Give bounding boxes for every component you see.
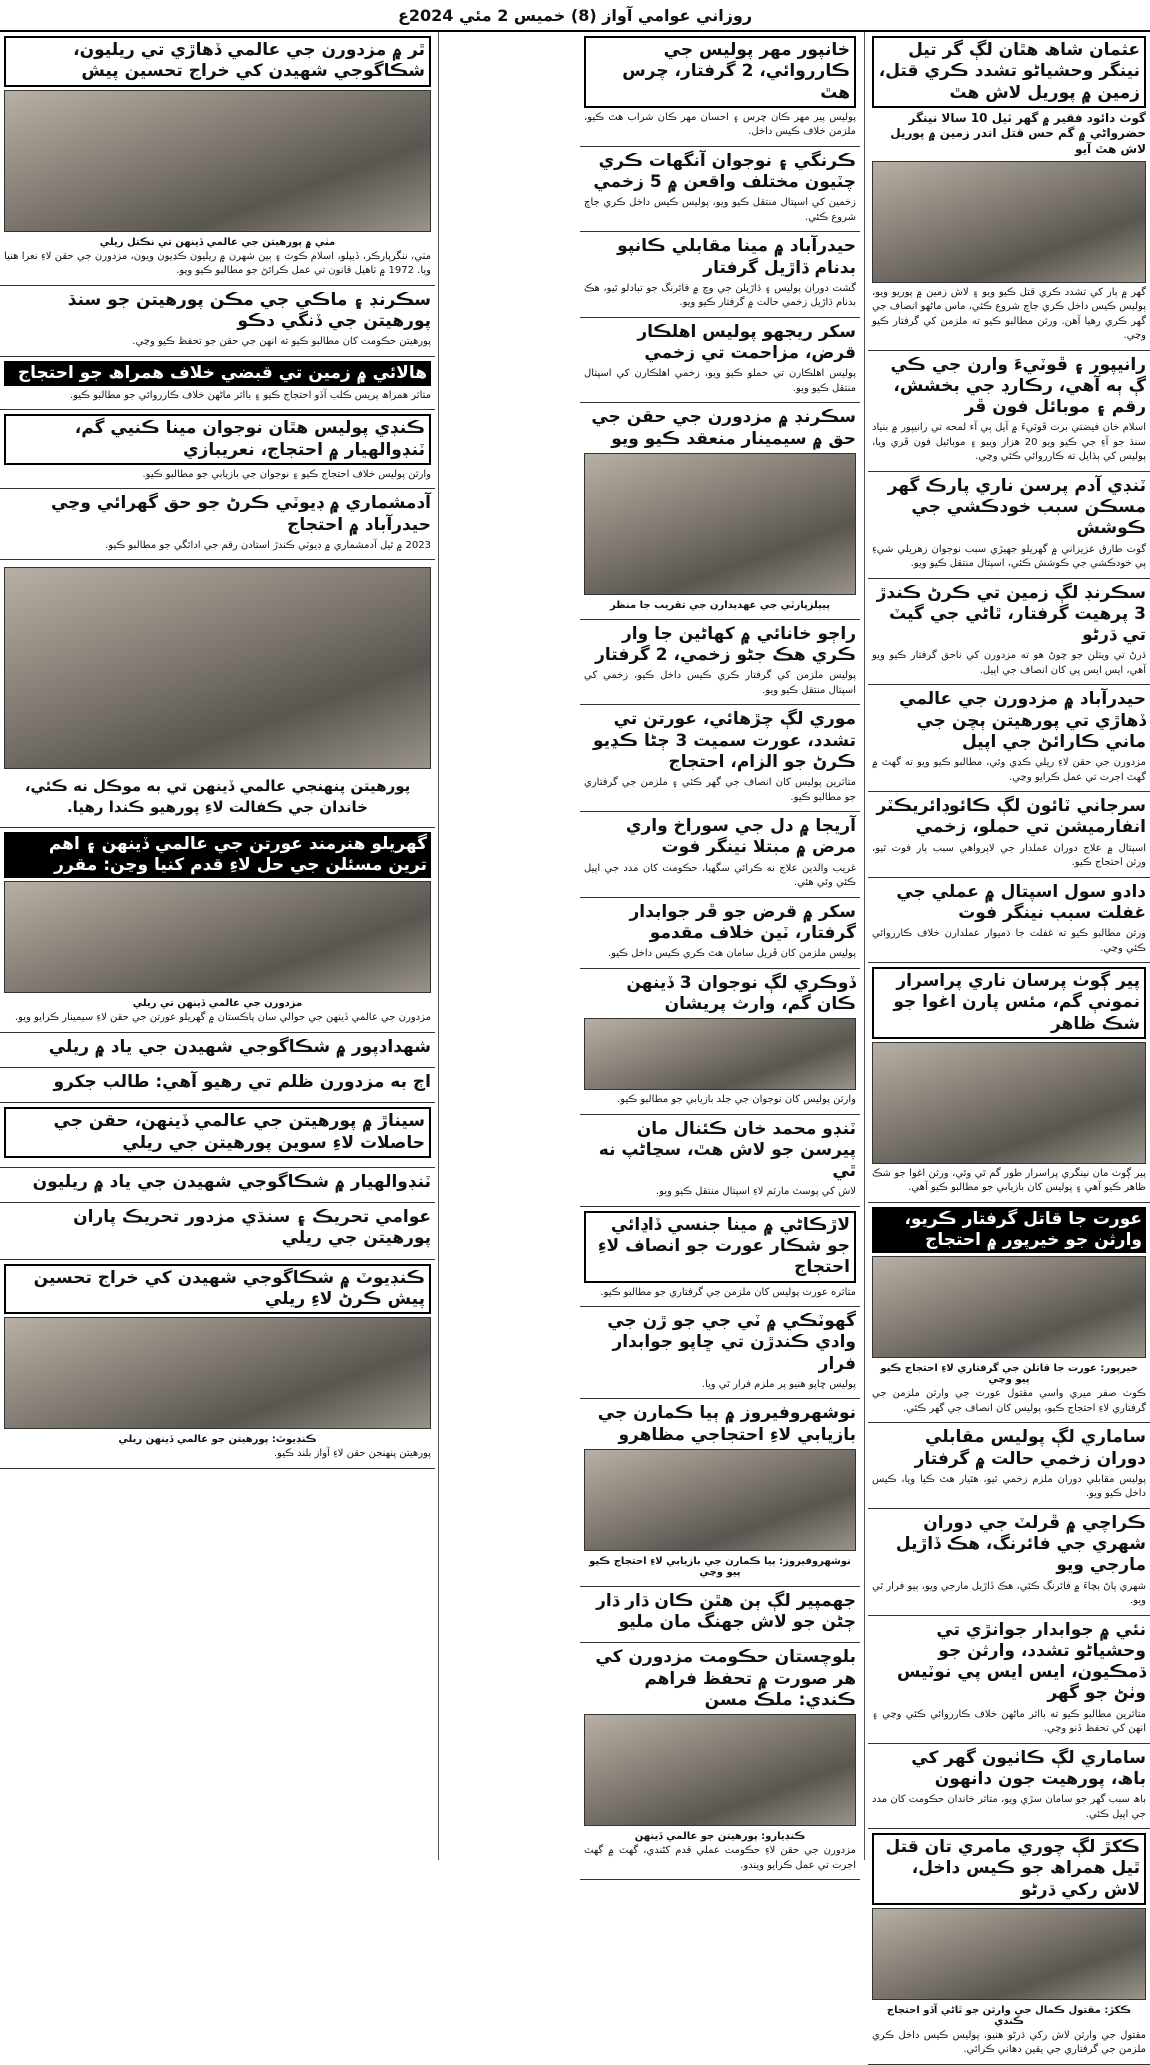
news-article — [580, 969, 860, 1115]
news-photo — [4, 90, 431, 232]
column-left — [0, 32, 435, 1860]
article-headline: رانيپور ۽ ڦوٽيءَ وارن جي ڪي ڳ ٻه آهي، رڪارڊ جي بخشش، رقم ۽ موبائل فون ڦر — [890, 354, 1146, 418]
article-headline: سکر ريجهو پوليس اهلڪار قرض، مزاحمت تي زخمي — [637, 321, 856, 363]
article-headline: عوامي تحريڪ ۽ سنڌي مزدور تحريڪ پاران پورهيتن جي ريلي — [73, 1207, 431, 1249]
photo-caption: نوشهروفيروز: ٻيا ڪمارن جي بازيابي لاءِ احتجاج ڪيو پيو وڃي — [589, 1555, 851, 1578]
article-headline: راڄو خانائي ۾ کهاڻين جا وار ڪري هڪ جڻو زخمي، 2 گرفتار — [595, 623, 856, 665]
photo-placeholder — [5, 882, 430, 992]
article-body: پوليس مقابلي دوران ملزم زخمي ٿيو، هٿيار هٿ ڪيا ويا، ڪيس داخل ڪيو ويو. — [872, 1473, 1146, 1500]
article-body: زخمين کي اسپتال منتقل ڪيو ويو، پوليس ڪيس داخل ڪري جاچ شروع ڪئي. — [584, 197, 856, 223]
article-headline: ڪنڊيوٽ ۾ شڪاگوجي شهيدن کي خراج تحسين پيش ڪرڻ لاءِ ريلي — [4, 1264, 431, 1315]
photo-placeholder — [5, 568, 430, 768]
news-article — [0, 828, 435, 1033]
article-headline: هالائي ۾ زمين تي قبضي خلاف همراھ جو احتجاج — [4, 361, 431, 386]
article-body: پوليس پير مهر ڪان چرس ۽ احسان مهر ڪان شراب هٿ ڪيو، ملزمن خلاف ڪيس داخل. — [584, 111, 856, 138]
photo-caption: ڪنڊيارو: پورهيتن جو عالمي ڏينهن — [634, 1831, 806, 1842]
article-body: وارثن پوليس خلاف احتجاج ڪيو ۽ نوجوان جي بازيابي جو مطالبو ڪيو. — [142, 468, 431, 480]
article-body: ورثن مطالبو ڪيو ته غفلت جا ذميوار عملدارن خلاف ڪارروائي ڪئي وڃي. — [872, 928, 1146, 954]
news-photo — [584, 1449, 856, 1551]
news-article — [0, 560, 435, 828]
article-headline: ڪراچي ۾ ڦرلٽ جي دوران شهري جي فائرنگ، هڪ ڏاڙيل مارجي ويو — [895, 1512, 1146, 1576]
news-article — [0, 1068, 435, 1103]
photo-caption: مزدورن جي عالمي ڏينهن تي ريلي — [132, 998, 303, 1010]
news-article — [0, 357, 435, 411]
article-headline: بلوچستان حڪومت مزدورن کي هر صورت ۾ تحفظ فراهم ڪندي: ملڪ مسن — [595, 1647, 856, 1710]
article-body: گشت دوران پوليس ۽ ڌاڙيلن جي وچ ۾ فائرنگ جو تبادلو ٿيو، هڪ بدنام ڌاڙيل زخمي حالت ۾ گرفتار ڪيو ويو. — [584, 282, 856, 309]
masthead — [0, 0, 1150, 32]
news-article — [580, 705, 860, 812]
article-subheadline: گوٺ دائود فقير ۾ گهر ٽيل 10 سالا نينگر حضرواڻي ۾ گم حس قتل اندر زمين ۾ پوريل لاش هٿ آيو — [890, 110, 1146, 156]
news-photo — [4, 881, 431, 993]
masthead-title: روزاني عوامي آواز (8) خميس 2 مئي 2024ع — [397, 5, 753, 25]
article-headline: ساماري لڳ پوليس مقابلي دوران زخمي حالت ۾ گرفتار — [914, 1427, 1146, 1469]
photo-placeholder — [585, 1450, 855, 1550]
article-headline: ٽنڊي آدم پرسن ناري پارڪ گهر مسڪن سبب خودڪشي جي ڪوشش — [887, 475, 1146, 539]
news-article — [868, 1423, 1150, 1509]
article-headline: نوشهروفيروز ۾ ٻيا ڪمارن جي بازيابي لاءِ احتجاجي مظاهرو — [597, 1403, 856, 1445]
article-body: ڌرڻ تي ويٺلن جو چوڻ هو ته مزدورن کي ناحق گرفتار ڪيو ويو آهي، ايس ايس پي کان انصاف جي اپيل. — [872, 650, 1146, 676]
news-photo — [872, 1908, 1146, 2000]
article-body: باھ سبب گهر جو سامان سڙي ويو، متاثر خاندان حڪومت کان مدد جي اپيل ڪئي. — [872, 1794, 1146, 1820]
news-photo — [872, 1256, 1146, 1358]
article-headline: ڏوڪري لڳ نوجوان 3 ڏينهن ڪان گم، وارث پريشان — [626, 972, 856, 1014]
news-article — [868, 1616, 1150, 1744]
photo-placeholder — [585, 1019, 855, 1089]
news-article — [580, 1399, 860, 1587]
news-article — [868, 1203, 1150, 1424]
article-body: پوليس ڇاپو هنيو پر ملزم فرار ٿي ويا. — [701, 1378, 856, 1390]
article-body: مزدورن جي حقن لاءِ حڪومت عملي قدم کڻندي، گهٽ ۾ گهٽ اجرت تي عمل ڪرايو ويندو. — [584, 1845, 856, 1871]
news-photo — [4, 567, 431, 769]
article-body: مقتول جي وارثن لاش رکي ڌرڻو هنيو، پوليس ڪيس داخل ڪري ملزمن جي گرفتاري جي يقين دهاني ڪرائي. — [872, 2029, 1146, 2056]
news-article — [580, 318, 860, 404]
news-article — [580, 898, 860, 969]
article-body: 2023 ۾ ٿيل آدمشماري ۾ ڊيوٽي ڪندڙ استادن رقم جي ادائگي جو مطالبو ڪيو. — [105, 539, 431, 551]
photo-placeholder — [873, 1043, 1145, 1163]
article-headline: موري لڳ چڙهائي، عورتن تي تشدد، عورت سميت 3 ڄڻا ڪڍيو ڪرڻ جو الزام، احتجاج — [592, 709, 856, 772]
article-headline: سيناڙ ۾ پورهيتن جي عالمي ڏينهن، حقن جي حاصلات لاءِ سوين پورهيتن جي ريلي — [4, 1107, 431, 1158]
article-body: مٺي، ننگرپارڪر، ڏيپلو، اسلام ڪوٽ ۽ ٻين شهرن ۾ ريليون ڪڍيون ويون، مزدورن جي حقن لاءِ نعرا هنيا ويا. 1972 ۾ ٺاهيل قانون تي عمل ڪرائڻ جو مطالبو ڪيو ويو. — [4, 250, 431, 276]
article-body: متاثرين پوليس کان انصاف جي گهر ڪئي ۽ ملزمن جي گرفتاري جو مطالبو ڪيو. — [584, 777, 856, 803]
news-article — [0, 286, 435, 357]
news-article — [0, 1103, 435, 1168]
news-article — [0, 1260, 435, 1469]
article-body: اسپتال ۾ علاج دوران عملدار جي لاپرواهي سبب ٻار فوت ٿيو، ورثن احتجاج ڪيو. — [872, 842, 1146, 869]
article-headline: سڪرنڊ ۾ مزدورن جي حقن جي حق ۾ سيمينار منعقد ڪيو ويو — [591, 407, 856, 449]
photo-caption: مٺي ۾ پورهيتن جي عالمي ڏينهن تي نڪتل ريلي — [99, 236, 336, 248]
column-right — [868, 32, 1150, 2056]
news-photo — [584, 1714, 856, 1826]
photo-placeholder — [585, 454, 855, 594]
article-body: اسلام خان فيضتي برت ڦوٽيءَ ۾ آيل ٻي آء لمحه تي رانيپور ۾ بنياد سنڌ جو آءِ جي ڪيو ويو 20 هزار ويبو ۽ موبائيل فون ڦري ويا، پوليس کي ٻڌايل ته ڪارروائي ڪئي وڃي. — [872, 422, 1146, 463]
article-headline: سکر ۾ قرض جو ڦر جوابدار گرفتار، ٽين خلاف مقدمو — [629, 901, 856, 943]
article-body: پورهيتن پنهنجن حقن لاءِ آواز بلند ڪيو. — [273, 1448, 431, 1459]
news-article — [0, 1168, 435, 1203]
article-headline: سڪرنڊ ۽ ماڪي جي مڪن پورهيتن جو سنڌ پورهيتن جي ڏنگي دڪو — [67, 289, 431, 331]
article-body: وارثن پوليس کان نوجوان جي جلد بازيابي جو مطالبو ڪيو. — [617, 1094, 856, 1105]
news-article — [868, 878, 1150, 964]
article-headline: نئي ۾ جوابدار جوانڙي تي وحشياڻو تشدد، وارثن جو ڌمڪيون، ايس ايس پي نوٽيس وٺڻ جو گهر — [896, 1619, 1146, 1704]
article-headline: ٿر ۾ مزدورن جي عالمي ڏهاڙي تي ريليون، شڪاگوجي شهيدن کي خراج تحسين پيش — [4, 36, 431, 87]
news-article — [868, 32, 1150, 351]
article-headline: ٽنڊوالهيار ۾ شڪاگوجي شهيدن جي ياد ۾ ريليون — [32, 1171, 431, 1192]
article-body: مزدورن جي حقن لاءِ ريلي ڪڍي وئي، مطالبو ڪيو ويو ته گهٽ ۾ گهٽ اجرت تي عمل ڪرايو وڃي. — [872, 757, 1146, 783]
column-rule — [864, 32, 865, 1860]
article-body: ڪوٺ صفر ميري واسي مقتول عورت جي وارثن ملزمن جي گرفتاري لاءِ احتجاج ڪيو، پوليس کان انصاف جي گهر ڪئي. — [872, 1388, 1146, 1414]
article-body: گوٺ طارق عزيزاني ۾ گهريلو جهيڙي سبب نوجوان زهريلي شيءِ پي خودڪشي جي ڪوشش ڪئي، اسپتال منتقل ڪيو ويو. — [872, 543, 1146, 570]
photo-caption: ڪکڙ: مقتول ڪمال جي وارثن جو ٿاڻي آڏو احتجاج ڪندي — [886, 2004, 1132, 2027]
news-article — [868, 351, 1150, 472]
news-photo — [872, 161, 1146, 283]
news-photo — [4, 1317, 431, 1429]
article-headline: دادو سول اسپتال ۾ عملي جي غفلت سبب نينگر فوت — [896, 881, 1146, 923]
article-headline: ڪکڙ لڳ چوري مامري تان قتل ٿيل همراھ جو ڪيس داخل، لاش رکي ڌرڻو — [872, 1833, 1146, 1905]
article-headline: ٽنڊو محمد خان ڪئنال مان پيرسن جو لاش هٿ، سڃاڻپ نه ٿي — [598, 1118, 856, 1181]
article-headline: جهمپير لڳ ٻن هٿن ڪان ڌار ڌار ڄڻن جو لاش جهنگ مان مليو — [596, 1590, 856, 1632]
article-headline: حيدرآباد ۾ مينا مقابلي ڪانپو بدنام ڌاڙيل گرفتار — [617, 236, 856, 278]
news-article — [868, 472, 1150, 579]
article-body: غريب والدين علاج نه ڪرائي سگهيا، حڪومت کان مدد جي اپيل ڪئي وئي هئي. — [584, 862, 856, 888]
news-photo — [584, 453, 856, 595]
photo-placeholder — [5, 91, 430, 231]
news-article — [0, 410, 435, 489]
article-headline: حيدرآباد ۾ مزدورن جي عالمي ڏهاڙي تي پورهيتن ٻچن جي ماني ڪارائڻ جي اپيل — [899, 689, 1146, 752]
article-headline: لاڙڪاڻي ۾ مينا جنسي ڏاڍائي جو شڪار عورت جو انصاف لاءِ احتجاج — [584, 1211, 856, 1283]
photo-caption: پيپلزپارٽي جي عهديدارن جي تقريب جا منظر — [609, 599, 831, 611]
photo-caption: ڪنڊيوٽ: پورهيتن جو عالمي ڏينهن ريلي — [118, 1434, 317, 1445]
photo-placeholder — [873, 162, 1145, 282]
article-body: متاثرين مطالبو ڪيو ته بااثر ماڻهن خلاف ڪارروائي ڪئي وڃي ۽ انهن کي تحفظ ڏنو وڃي. — [872, 1708, 1146, 1735]
news-article — [580, 232, 860, 318]
photo-caption: خيرپور: عورت جا قاتلن جي گرفتاري لاءِ احتجاج ڪيو پيو وڃي — [880, 1363, 1138, 1386]
article-headline: سرجاني ٽائون لڳ ڪائوڊائريڪٽر انفارميشن تي حملو، زخمي — [876, 796, 1146, 838]
news-article — [0, 489, 435, 560]
news-article — [580, 1207, 860, 1307]
article-headline: آدمشماري ۾ ڊيوٽي ڪرڻ جو حق گهرائي وڃي حيدرآباد ۾ احتجاج — [50, 493, 431, 535]
article-headline: اڄ به مزدورن ظلم تي رهيو آهي: طالب جکرو — [53, 1072, 431, 1092]
news-article — [0, 32, 435, 286]
news-article — [868, 685, 1150, 792]
column-rule — [438, 32, 439, 1860]
news-article — [580, 1587, 860, 1644]
column-middle — [580, 32, 860, 1871]
news-article — [868, 792, 1150, 878]
article-headline: گهوٽڪي ۾ ٽي جي جو ڙن جي وادي ڪندڙن تي ڇاپو جوابدار فرار — [607, 1311, 856, 1374]
article-body: پوليس اهلڪارن تي حملو ڪيو ويو، زخمي اهلڪارن کي اسپتال منتقل ڪيو ويو. — [584, 368, 856, 394]
news-article — [580, 620, 860, 706]
news-article — [868, 1744, 1150, 1830]
article-headline: عثمان شاھ هٿان لڳ گر تيل نينگر وحشياڻو تشدد ڪري قتل، زمين ۾ پوريل لاش هٿ — [872, 36, 1146, 108]
article-body: شهري پاڻ بچاءَ ۾ فائرنگ ڪئي، هڪ ڏاڙيل مارجي ويو، ٻيو فرار ٿي ويو. — [872, 1580, 1146, 1607]
article-headline: ساماري لڳ ڪاٺيون گهر کي باھ، پورهيت جون دانهون — [911, 1747, 1146, 1789]
article-headline: عورت جا قاتل گرفتار ڪريو، وارثن جو خيرپور ۾ احتجاج — [872, 1207, 1146, 1254]
news-photo — [872, 1042, 1146, 1164]
news-article — [0, 1033, 435, 1068]
news-article — [580, 32, 860, 147]
article-body: لاش کي پوسٽ مارٽم لاءِ اسپتال منتقل ڪيو ويو. — [655, 1186, 856, 1198]
photo-placeholder — [873, 1909, 1145, 1999]
article-body: پوليس ملزمن کي گرفتار ڪري ڪيس داخل ڪيو، زخمي کي اسپتال منتقل ڪيو ويو. — [584, 670, 856, 696]
news-photo — [584, 1018, 856, 1090]
article-headline: سڪرنڊ لڳ زمين تي ڪرڻ ڪندڙ 3 پرهيت گرفتار، ٿاڻي جي گيٽ تي ڌرڻو — [876, 582, 1146, 646]
article-headline: ڪنڊي پوليس هٿان نوجوان مينا ڪنيي گم، ٽنڊوالهيار ۾ احتجاج، نعريبازي — [4, 414, 431, 465]
news-article — [580, 1307, 860, 1399]
article-body: متاثره عورت پوليس کان ملزمن جي گرفتاري جو مطالبو ڪيو. — [600, 1286, 856, 1298]
article-headline: گهريلو هنرمند عورتن جي عالمي ڏينهن ۽ اهم ترين مسئلن جي حل لاءِ قدم کنيا وڃن: مقرر — [4, 832, 431, 879]
photo-placeholder — [5, 1318, 430, 1428]
article-headline: آريجا ۾ دل جي سوراخ واري مرض ۾ مبتلا نينگر فوت — [625, 816, 856, 858]
photo-caption: پورهيتن پنهنجي عالمي ڏينهن تي به موڪل نه ڪئي، خاندان جي ڪفالت لاءِ پورهيو ڪندا رهيا. — [24, 777, 411, 816]
article-headline: پير ڳوٺ پرسان ناري پراسرار نمونې گم، مئس پارن اغوا جو شڪ ظاهر — [872, 967, 1146, 1039]
article-headline: ڪرنگي ۽ نوجوان آنگهات ڪري چٽيون مختلف واقعن ۾ 5 زخمي — [593, 150, 856, 192]
news-article — [868, 1509, 1150, 1616]
article-body: پير ڳوٺ مان نينگري پراسرار طور گم ٿي وئي، ورثن اغوا جو شڪ ظاهر ڪيو آهي ۽ پوليس کان بازيابي جو مطالبو ڪيو آهي. — [872, 1167, 1146, 1194]
photo-placeholder — [585, 1715, 855, 1825]
news-article — [868, 963, 1150, 1203]
article-headline: شهدادپور ۾ شڪاگوجي شهيدن جي ياد ۾ ريلي — [48, 1036, 431, 1057]
article-body: متاثر همراھ پريس ڪلب آڏو احتجاج ڪيو ۽ بااثر ماڻهن خلاف ڪارروائي جو مطالبو ڪيو. — [69, 389, 431, 401]
news-article — [868, 1829, 1150, 2065]
photo-placeholder — [873, 1257, 1145, 1357]
news-article — [580, 1643, 860, 1880]
article-body: پوليس ملزمن کان ڦريل سامان هٿ ڪري ڪيس داخل ڪيو. — [607, 948, 856, 959]
article-body: گهر ۾ ٻار کي تشدد ڪري قتل ڪيو ويو ۽ لاش زمين ۾ پوريو ويو، پوليس ڪيس داخل ڪري جاچ شروع ڪئي، ماس ماڻهو انصاف جي گهر ڪري رهيا آهن. ورثن مطالبو ڪيو ته ملزمن کي گرفتار ڪيو وڃي. — [872, 286, 1146, 342]
news-article — [868, 579, 1150, 686]
news-article — [0, 1203, 435, 1260]
article-body: پورهيتن حڪومت کان مطالبو ڪيو ته انهن جي حقن جو تحفظ ڪيو وڃي. — [132, 336, 431, 347]
news-article — [580, 1115, 860, 1207]
news-article — [580, 812, 860, 898]
news-article — [580, 403, 860, 620]
article-body: مزدورن جي عالمي ڏينهن جي حوالي سان پاڪستان ۾ گهريلو عورتن جي حقن لاءِ سيمينار ڪرايو ويو. — [14, 1012, 431, 1024]
article-headline: خانپور مهر پوليس جي ڪارروائي، 2 گرفتار، چرس هٿ — [584, 36, 856, 108]
news-article — [580, 147, 860, 233]
